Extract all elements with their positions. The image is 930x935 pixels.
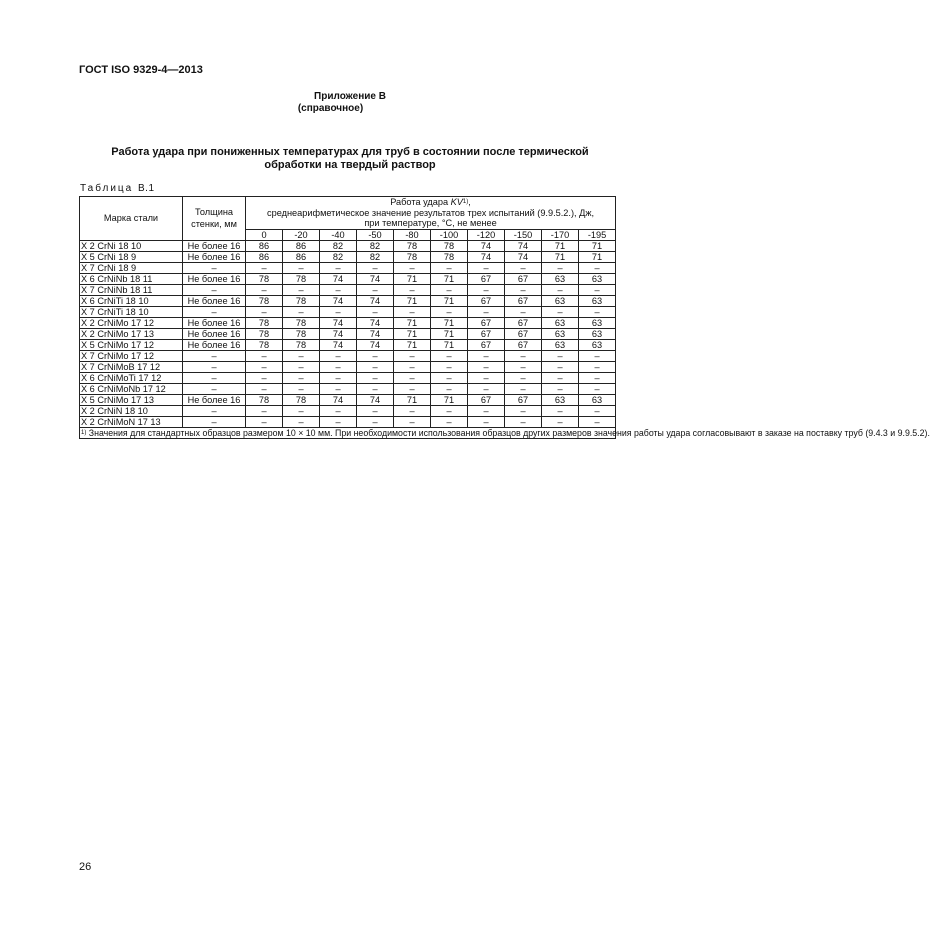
impact-value-cell: – (320, 383, 357, 394)
impact-value-cell: – (579, 284, 616, 295)
steel-grade-cell: X 2 CrNiN 18 10 (80, 405, 183, 416)
header-steel-grade: Марка стали (80, 197, 183, 241)
steel-grade-cell: X 5 CrNi 18 9 (80, 251, 183, 262)
impact-value-cell: 63 (542, 317, 579, 328)
impact-value-cell: – (394, 350, 431, 361)
impact-value-cell: 74 (320, 339, 357, 350)
impact-value-cell: – (505, 284, 542, 295)
wall-thickness-cell: Не более 16 (183, 317, 246, 328)
impact-value-cell: – (283, 284, 320, 295)
wall-thickness-cell: – (183, 372, 246, 383)
impact-value-cell: 63 (579, 328, 616, 339)
wall-thickness-cell: Не более 16 (183, 273, 246, 284)
impact-value-cell: – (246, 361, 283, 372)
wall-thickness-cell: – (183, 416, 246, 427)
table-row (80, 306, 616, 317)
impact-value-cell: 71 (394, 394, 431, 405)
impact-value-cell: – (394, 284, 431, 295)
impact-value-cell: 86 (246, 251, 283, 262)
wall-thickness-cell: – (183, 306, 246, 317)
steel-grade-cell: X 2 CrNiMo 17 13 (80, 328, 183, 339)
impact-value-cell: – (246, 383, 283, 394)
table-label-word: Таблица (80, 183, 134, 194)
impact-value-cell: – (394, 405, 431, 416)
impact-value-cell: – (394, 361, 431, 372)
impact-value-cell: – (357, 372, 394, 383)
impact-value-cell: 63 (542, 273, 579, 284)
table-row (80, 273, 616, 284)
impact-value-cell: 78 (283, 328, 320, 339)
annex-type: (справочное) (297, 103, 364, 114)
temperature-header: -50 (357, 229, 394, 240)
impact-value-cell: 67 (505, 339, 542, 350)
impact-kv-symbol: KV (450, 197, 463, 207)
impact-value-cell: – (357, 262, 394, 273)
impact-value-cell: – (283, 383, 320, 394)
impact-value-cell: – (542, 350, 579, 361)
page-number: 26 (79, 861, 92, 873)
table-row (80, 416, 616, 427)
impact-value-cell: – (579, 350, 616, 361)
steel-grade-cell: X 6 CrNiTi 18 10 (80, 295, 183, 306)
impact-value-cell: 74 (505, 240, 542, 251)
impact-value-cell: – (579, 262, 616, 273)
table-row (80, 361, 616, 372)
table-row (80, 350, 616, 361)
impact-value-cell: – (579, 361, 616, 372)
impact-value-cell: 67 (505, 273, 542, 284)
impact-value-cell: 71 (579, 251, 616, 262)
table-row (80, 405, 616, 416)
impact-value-cell: – (579, 372, 616, 383)
impact-value-cell: 86 (246, 240, 283, 251)
impact-value-cell: – (542, 284, 579, 295)
impact-value-cell: 78 (394, 240, 431, 251)
impact-value-cell: – (431, 361, 468, 372)
impact-value-cell: – (542, 372, 579, 383)
impact-value-cell: 63 (579, 317, 616, 328)
impact-value-cell: 71 (579, 240, 616, 251)
impact-value-cell: – (542, 416, 579, 427)
impact-value-cell: – (320, 405, 357, 416)
impact-value-cell: 78 (431, 251, 468, 262)
impact-value-cell: – (542, 405, 579, 416)
impact-value-cell: – (320, 306, 357, 317)
impact-value-cell: – (246, 284, 283, 295)
impact-value-cell: 71 (394, 295, 431, 306)
steel-grade-cell: X 6 CrNiNb 18 11 (80, 273, 183, 284)
impact-value-cell: 78 (246, 394, 283, 405)
impact-value-cell: 63 (579, 394, 616, 405)
impact-value-cell: – (542, 383, 579, 394)
impact-value-cell: 71 (431, 394, 468, 405)
steel-grade-cell: X 5 CrNiMo 17 13 (80, 394, 183, 405)
wall-thickness-cell: Не более 16 (183, 328, 246, 339)
impact-value-cell: – (394, 416, 431, 427)
wall-thickness-cell: – (183, 284, 246, 295)
impact-value-cell: 74 (357, 328, 394, 339)
impact-value-cell: 67 (468, 295, 505, 306)
temperature-header: -150 (505, 229, 542, 240)
impact-value-cell: – (246, 405, 283, 416)
impact-value-cell: – (283, 350, 320, 361)
table-header-row (80, 197, 616, 230)
impact-temperature-label: при температуре, °С, не менее (364, 218, 497, 228)
impact-value-cell: 63 (579, 273, 616, 284)
impact-value-cell: 78 (283, 339, 320, 350)
steel-grade-cell: X 7 CrNiNb 18 11 (80, 284, 183, 295)
temperature-header: -100 (431, 229, 468, 240)
impact-value-cell: – (357, 350, 394, 361)
wall-thickness-cell: Не более 16 (183, 251, 246, 262)
impact-value-cell: 74 (357, 394, 394, 405)
impact-value-cell: – (431, 372, 468, 383)
impact-value-cell: – (505, 416, 542, 427)
impact-value-cell: – (505, 361, 542, 372)
wall-thickness-cell: – (183, 262, 246, 273)
impact-value-cell: – (357, 361, 394, 372)
impact-value-cell: 86 (283, 251, 320, 262)
steel-grade-cell: X 7 CrNiMo 17 12 (80, 350, 183, 361)
impact-value-cell: 74 (320, 328, 357, 339)
impact-value-cell: 71 (394, 273, 431, 284)
table-label-number: В.1 (138, 183, 155, 194)
impact-value-cell: 78 (431, 240, 468, 251)
impact-value-cell: 67 (468, 339, 505, 350)
impact-value-cell: – (357, 383, 394, 394)
table-footnote (80, 427, 930, 439)
wall-thickness-cell: Не более 16 (183, 240, 246, 251)
impact-value-cell: 67 (468, 317, 505, 328)
steel-grade-cell: X 7 CrNiTi 18 10 (80, 306, 183, 317)
temperature-header: -120 (468, 229, 505, 240)
impact-value-cell: 78 (283, 295, 320, 306)
impact-value-cell: 82 (320, 251, 357, 262)
impact-value-cell: 74 (468, 251, 505, 262)
impact-label: Работа удара (390, 197, 451, 207)
table-row (80, 394, 616, 405)
impact-value-cell: – (320, 416, 357, 427)
temperature-header: -195 (579, 229, 616, 240)
wall-thickness-cell: – (183, 350, 246, 361)
impact-value-cell: – (431, 284, 468, 295)
impact-value-cell: 78 (246, 317, 283, 328)
table-label (80, 183, 155, 194)
impact-value-cell: – (468, 350, 505, 361)
impact-value-cell: 74 (320, 394, 357, 405)
impact-value-cell: – (505, 350, 542, 361)
wall-thickness-cell: – (183, 361, 246, 372)
impact-value-cell: – (579, 405, 616, 416)
impact-value-cell: – (431, 350, 468, 361)
impact-value-cell: 71 (431, 339, 468, 350)
impact-value-cell: – (320, 284, 357, 295)
impact-value-cell: – (246, 372, 283, 383)
impact-value-cell: 78 (283, 317, 320, 328)
impact-value-cell: – (357, 306, 394, 317)
impact-value-cell: – (357, 405, 394, 416)
impact-value-cell: 71 (542, 240, 579, 251)
impact-value-cell: 74 (320, 273, 357, 284)
impact-value-cell: – (283, 416, 320, 427)
impact-value-cell: – (468, 262, 505, 273)
impact-value-cell: – (320, 262, 357, 273)
impact-value-cell: – (579, 416, 616, 427)
impact-value-cell: – (246, 350, 283, 361)
table-row (80, 339, 616, 350)
wall-thickness-cell: – (183, 383, 246, 394)
impact-value-cell: – (320, 350, 357, 361)
temperature-header: 0 (246, 229, 283, 240)
impact-value-cell: 63 (579, 295, 616, 306)
impact-value-cell: 74 (357, 339, 394, 350)
impact-value-cell: 71 (394, 317, 431, 328)
impact-value-cell: 74 (468, 240, 505, 251)
document-code: ГОСТ ISO 9329-4—2013 (79, 64, 203, 76)
temperature-header: -170 (542, 229, 579, 240)
impact-value-cell: 67 (505, 295, 542, 306)
impact-footnote-ref: 1) (462, 199, 469, 205)
impact-value-cell: 71 (394, 339, 431, 350)
impact-value-cell: 74 (357, 317, 394, 328)
impact-value-cell: 74 (357, 295, 394, 306)
impact-value-cell: 71 (431, 295, 468, 306)
impact-value-cell: 74 (320, 317, 357, 328)
impact-value-cell: – (394, 372, 431, 383)
impact-value-cell: – (246, 306, 283, 317)
footnote-text: Значения для стандартных образцов размером 10 × 10 мм. При необходимости использования образцов других размеров значения работы удара согласовывают в заказе на поставку труб (9.4.3 и 9.9.5.2). (86, 427, 930, 438)
impact-value-cell: – (579, 383, 616, 394)
impact-value-cell: 63 (542, 328, 579, 339)
wall-thickness-cell: Не более 16 (183, 339, 246, 350)
impact-value-cell: 82 (357, 240, 394, 251)
impact-value-cell: 67 (468, 273, 505, 284)
impact-value-cell: – (283, 405, 320, 416)
table-row (80, 262, 616, 273)
impact-value-cell: – (579, 306, 616, 317)
table-row (80, 372, 616, 383)
impact-value-cell: 71 (431, 328, 468, 339)
impact-value-cell: – (320, 361, 357, 372)
impact-value-cell: – (468, 306, 505, 317)
footnote-row (80, 427, 616, 439)
impact-value-cell: 82 (357, 251, 394, 262)
steel-grade-cell: X 5 CrNiMo 17 12 (80, 339, 183, 350)
table-row (80, 328, 616, 339)
impact-value-cell: – (283, 262, 320, 273)
impact-value-cell: – (542, 361, 579, 372)
impact-value-cell: 86 (283, 240, 320, 251)
impact-value-cell: – (505, 372, 542, 383)
impact-value-cell: – (431, 306, 468, 317)
annex-heading (0, 91, 661, 115)
impact-value-cell: 63 (542, 339, 579, 350)
impact-value-cell: 63 (579, 339, 616, 350)
impact-value-cell: 74 (505, 251, 542, 262)
impact-comma: , (468, 197, 471, 207)
impact-value-cell: – (468, 361, 505, 372)
steel-grade-cell: X 7 CrNi 18 9 (80, 262, 183, 273)
impact-value-cell: – (468, 405, 505, 416)
impact-value-cell: – (542, 262, 579, 273)
impact-value-cell: – (468, 383, 505, 394)
steel-grade-cell: X 6 CrNiMoNb 17 12 (80, 383, 183, 394)
temperature-header: -40 (320, 229, 357, 240)
impact-value-cell: 78 (394, 251, 431, 262)
impact-value-cell: – (246, 416, 283, 427)
impact-value-cell: 71 (394, 328, 431, 339)
impact-value-cell: 67 (468, 394, 505, 405)
wall-thickness-cell: Не более 16 (183, 295, 246, 306)
impact-value-cell: 71 (542, 251, 579, 262)
temperature-header: -20 (283, 229, 320, 240)
table-row (80, 295, 616, 306)
impact-value-cell: 67 (505, 317, 542, 328)
impact-value-cell: – (431, 383, 468, 394)
impact-value-cell: 71 (431, 317, 468, 328)
table-row (80, 317, 616, 328)
table-row (80, 284, 616, 295)
impact-value-cell: – (394, 383, 431, 394)
impact-value-cell: – (431, 416, 468, 427)
steel-grade-cell: X 2 CrNi 18 10 (80, 240, 183, 251)
footnote-marker: 1) (81, 429, 87, 436)
header-impact-energy (246, 197, 616, 230)
impact-value-cell: – (283, 372, 320, 383)
steel-grade-cell: X 2 CrNiMo 17 12 (80, 317, 183, 328)
impact-value-cell: 78 (246, 273, 283, 284)
table-row (80, 383, 616, 394)
impact-value-cell: – (357, 416, 394, 427)
impact-value-cell: – (357, 284, 394, 295)
impact-value-cell: – (505, 383, 542, 394)
temperature-header: -80 (394, 229, 431, 240)
impact-value-cell: – (283, 361, 320, 372)
impact-value-cell: 74 (320, 295, 357, 306)
impact-value-cell: 67 (505, 394, 542, 405)
impact-value-cell: – (468, 372, 505, 383)
impact-value-cell: 63 (542, 394, 579, 405)
impact-value-cell: – (505, 262, 542, 273)
impact-value-cell: 78 (246, 295, 283, 306)
impact-value-cell: – (320, 372, 357, 383)
impact-value-cell: – (542, 306, 579, 317)
impact-value-cell: 67 (505, 328, 542, 339)
impact-value-cell: – (505, 405, 542, 416)
impact-value-cell: – (505, 306, 542, 317)
wall-thickness-cell: Не более 16 (183, 394, 246, 405)
impact-value-cell: – (431, 405, 468, 416)
impact-value-cell: 82 (320, 240, 357, 251)
impact-value-cell: – (431, 262, 468, 273)
header-wall-thickness: Толщина стенки, мм (183, 197, 246, 241)
impact-value-cell: 78 (283, 273, 320, 284)
impact-value-cell: 78 (283, 394, 320, 405)
steel-grade-cell: X 6 CrNiMoTi 17 12 (80, 372, 183, 383)
table-body (80, 240, 616, 427)
impact-value-cell: 78 (246, 339, 283, 350)
impact-value-cell: – (468, 284, 505, 295)
table-row (80, 251, 616, 262)
impact-value-cell: 78 (246, 328, 283, 339)
impact-value-cell: 71 (431, 273, 468, 284)
steel-grade-cell: X 2 CrNiMoN 17 13 (80, 416, 183, 427)
impact-value-cell: – (394, 262, 431, 273)
wall-thickness-cell: – (183, 405, 246, 416)
impact-table (79, 196, 930, 439)
impact-value-cell: 63 (542, 295, 579, 306)
impact-value-cell: 67 (468, 328, 505, 339)
table-row (80, 240, 616, 251)
impact-value-cell: – (468, 416, 505, 427)
steel-grade-cell: X 7 CrNiMoB 17 12 (80, 361, 183, 372)
impact-value-cell: – (283, 306, 320, 317)
impact-description: среднеарифметическое значение результатов трех испытаний (9.9.5.2.), Дж, (267, 207, 595, 218)
annex-title: Приложение В (314, 91, 386, 102)
impact-value-cell: – (394, 306, 431, 317)
impact-value-cell: – (246, 262, 283, 273)
section-title: Работа удара при пониженных температурах для труб в состоянии после термической обработки на твердый раствор (111, 146, 589, 171)
impact-value-cell: 74 (357, 273, 394, 284)
